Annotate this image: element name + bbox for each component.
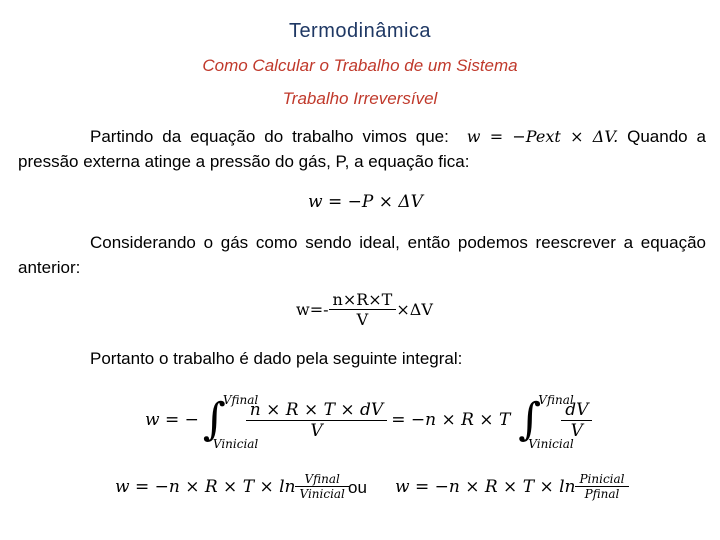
eq5-denominator: Pfinal <box>575 486 628 501</box>
eq3-middle: = −n × R × T <box>391 410 511 430</box>
paragraph-3 <box>18 346 706 371</box>
paragraph-3-text: Portanto o trabalho é dado pela seguinte integral: <box>90 349 463 368</box>
integral-sign-2: ∫ Vfinal Vinicial <box>518 393 574 451</box>
eq5-fraction <box>575 472 628 501</box>
eq2-denominator: V <box>329 309 397 329</box>
eq3-fraction-1 <box>246 400 387 441</box>
or-connector: ou <box>348 478 367 497</box>
paragraph-2-text: Considerando o gás como sendo ideal, então podemos reescrever a equação anterior: <box>18 233 706 277</box>
eq5-numerator: Pinicial <box>579 472 625 486</box>
eq3-numerator-1: n × R × T × dV <box>249 399 384 420</box>
page-title: Termodinâmica <box>288 20 432 42</box>
eq4-lhs: w = −n × R × T × ln <box>115 476 296 497</box>
integral-1-lower-limit: Vinicial <box>212 437 259 451</box>
inline-work-equation: w = −Pext × ΔV. <box>466 127 619 146</box>
eq4-numerator: Vfinal <box>304 472 340 486</box>
equation-ideal-gas <box>296 290 433 329</box>
paragraph-1-text-2: Quando a pressão externa atinge a pressão do gás, P, a equação fica: <box>18 127 706 171</box>
page-subtitle: Como Calcular o Trabalho de um Sistema <box>202 56 518 75</box>
paragraph-1-text: Partindo da equação do trabalho vimos que: <box>90 127 449 146</box>
eq5-lhs: w = −n × R × T × ln <box>395 476 576 497</box>
equation-integral <box>145 393 592 451</box>
integral-sign-1: ∫ Vfinal Vinicial <box>202 393 259 451</box>
paragraph-2 <box>18 230 706 280</box>
eq2-lhs: w=- <box>296 300 329 319</box>
section-heading: Trabalho Irreversível <box>282 89 438 108</box>
equation-work-pressure: w = −P × ΔV <box>308 192 423 212</box>
eq3-denominator-2: V <box>561 420 592 441</box>
eq2-numerator: n×R×T <box>332 290 393 309</box>
integral-2-lower-limit: Vinicial <box>528 437 574 451</box>
eq4-denominator: Vinicial <box>295 486 348 501</box>
eq3-denominator-1: V <box>246 420 387 441</box>
eq3-numerator-2: dV <box>565 399 589 420</box>
eq2-fraction <box>329 290 397 329</box>
eq3-lhs: w = − <box>145 410 199 430</box>
eq4-fraction <box>295 472 348 501</box>
paragraph-1 <box>18 124 706 174</box>
eq2-rhs: ×ΔV <box>396 300 433 319</box>
integral-1-upper-limit: Vfinal <box>222 393 259 407</box>
integral-2-upper-limit: Vfinal <box>538 393 574 407</box>
equation-pressure-log <box>395 472 629 501</box>
equation-volume-log <box>115 472 349 501</box>
